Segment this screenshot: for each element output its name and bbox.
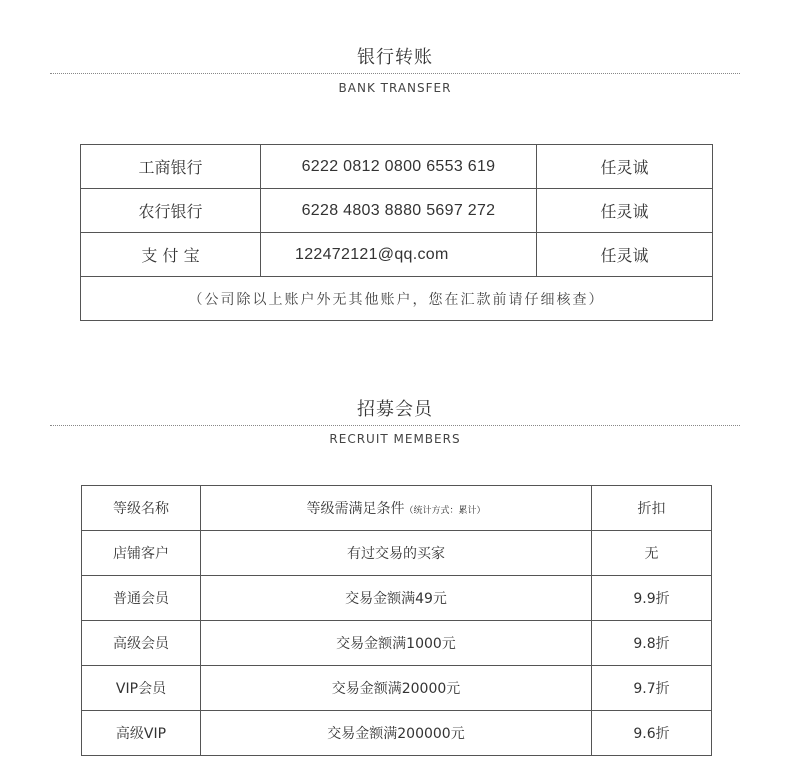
member-condition: 交易金额满1000元 bbox=[201, 621, 592, 666]
bank-section-title: 银行转账 bbox=[357, 47, 433, 68]
bank-note: （公司除以上账户外无其他账户，您在汇款前请仔细核查） bbox=[81, 277, 713, 321]
account-holder: 任灵诚 bbox=[537, 233, 713, 277]
bank-section-divider bbox=[50, 73, 740, 74]
bank-name: 支 付 宝 bbox=[81, 233, 261, 277]
bank-section-subtitle: BANK TRANSFER bbox=[338, 81, 452, 95]
member-discount: 9.8折 bbox=[592, 621, 712, 666]
table-row bbox=[82, 711, 712, 756]
member-discount: 9.7折 bbox=[592, 666, 712, 711]
table-header-row bbox=[82, 486, 712, 531]
table-row bbox=[82, 621, 712, 666]
account-email: 122472121@qq.com bbox=[261, 233, 537, 277]
member-level: 高级VIP bbox=[82, 711, 201, 756]
table-row bbox=[81, 233, 713, 277]
bank-name: 工商银行 bbox=[81, 145, 261, 189]
member-section-divider bbox=[50, 425, 740, 426]
account-holder: 任灵诚 bbox=[537, 189, 713, 233]
account-number: 6222 0812 0800 6553 619 bbox=[261, 145, 537, 189]
header-level: 等级名称 bbox=[82, 486, 201, 531]
member-level: 普通会员 bbox=[82, 576, 201, 621]
bank-account-table bbox=[80, 144, 713, 321]
header-condition bbox=[201, 486, 592, 531]
table-row bbox=[82, 531, 712, 576]
table-row bbox=[81, 277, 713, 321]
table-row bbox=[82, 666, 712, 711]
table-row bbox=[81, 189, 713, 233]
member-level-table bbox=[81, 485, 712, 756]
member-discount: 9.9折 bbox=[592, 576, 712, 621]
header-condition-label: 等级需满足条件 bbox=[306, 501, 405, 517]
member-condition: 有过交易的买家 bbox=[201, 531, 592, 576]
table-row bbox=[81, 145, 713, 189]
table-row bbox=[82, 576, 712, 621]
member-condition: 交易金额满49元 bbox=[201, 576, 592, 621]
account-holder: 任灵诚 bbox=[537, 145, 713, 189]
member-discount: 无 bbox=[592, 531, 712, 576]
member-level: 高级会员 bbox=[82, 621, 201, 666]
member-condition: 交易金额满20000元 bbox=[201, 666, 592, 711]
member-section-subtitle: RECRUIT MEMBERS bbox=[329, 432, 461, 446]
member-level: 店铺客户 bbox=[82, 531, 201, 576]
account-number: 6228 4803 8880 5697 272 bbox=[261, 189, 537, 233]
member-level: VIP会员 bbox=[82, 666, 201, 711]
bank-name: 农行银行 bbox=[81, 189, 261, 233]
member-condition: 交易金额满200000元 bbox=[201, 711, 592, 756]
member-section-title: 招募会员 bbox=[357, 399, 433, 420]
header-discount: 折扣 bbox=[592, 486, 712, 531]
header-condition-note: （统计方式：累计） bbox=[404, 506, 486, 516]
member-discount: 9.6折 bbox=[592, 711, 712, 756]
